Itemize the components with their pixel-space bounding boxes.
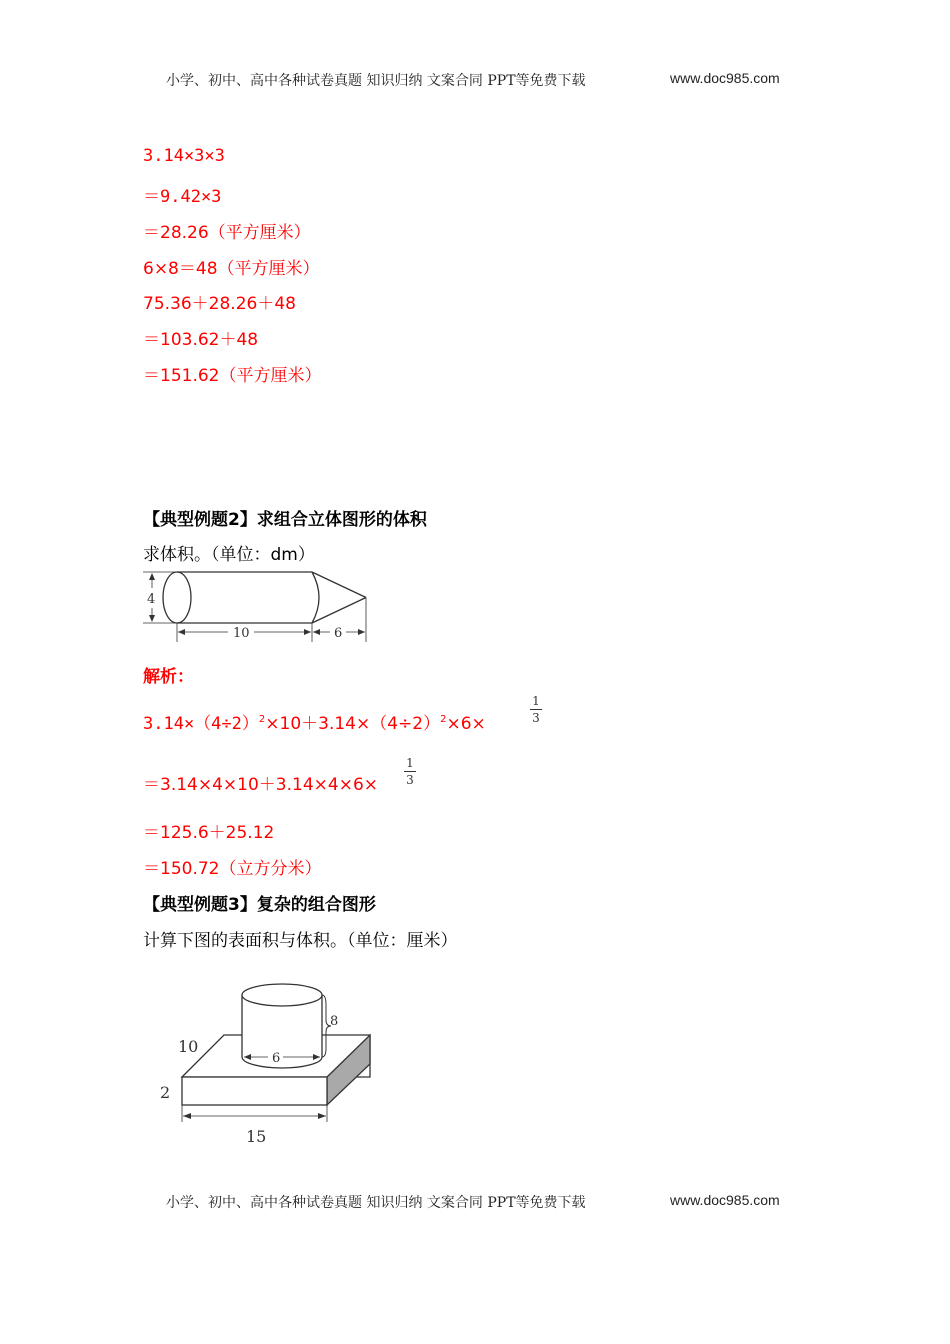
thickness-label: 2: [160, 1083, 171, 1102]
analysis-line-4: ＝150.72（立方分米）: [143, 859, 322, 879]
height-label: 4: [147, 592, 156, 607]
solution-line: ＝151.62（平方厘米）: [143, 366, 322, 386]
example3-question: 计算下图的表面积与体积。（单位：厘米）: [143, 931, 458, 951]
footer-text: 小学、初中、高中各种试卷真题 知识归纳 文案合同 PPT等免费下载: [166, 1195, 586, 1211]
footer-url[interactable]: www.doc985.com: [670, 1192, 780, 1208]
fraction-one-third: [404, 756, 416, 787]
cylinder-cone-figure: [140, 566, 380, 646]
solution-line: ＝103.62＋48: [143, 330, 259, 350]
fraction-one-third: [530, 694, 542, 725]
example2-title: 【典型例题2】求组合立体图形的体积: [143, 510, 427, 530]
solution-line: 75.36＋28.26＋48: [143, 294, 296, 314]
cone-label: 6: [334, 626, 343, 641]
analysis-line-2: ＝3.14×4×10＋3.14×4×6×: [143, 775, 379, 795]
frac-numerator: 1: [406, 756, 414, 770]
cylinder-on-block-figure: [150, 970, 390, 1150]
frac-denominator: 3: [532, 711, 540, 725]
solution-line: ＝9.42×3: [143, 187, 222, 207]
length-label: 15: [246, 1127, 267, 1146]
line1-part-a: 3.14×（4÷2）: [143, 714, 259, 734]
exponent: 2: [258, 714, 266, 725]
header-text: 小学、初中、高中各种试卷真题 知识归纳 文案合同 PPT等免费下载: [166, 73, 586, 89]
depth-label: 10: [178, 1037, 199, 1056]
solution-line: ＝28.26（平方厘米）: [143, 223, 311, 243]
example3-title: 【典型例题3】复杂的组合图形: [143, 895, 376, 915]
example2-question: 求体积。（单位：dm）: [143, 545, 315, 565]
exponent: 2: [440, 714, 447, 725]
frac-numerator: 1: [532, 694, 540, 708]
solution-line: 6×8＝48（平方厘米）: [143, 259, 320, 279]
analysis-line-1: [143, 709, 486, 734]
line1-part-c: ×6×: [446, 714, 486, 734]
line1-part-b: ×10＋3.14×（4÷2）: [265, 714, 441, 734]
analysis-line-3: ＝125.6＋25.12: [143, 823, 275, 843]
solution-line: 3.14×3×3: [143, 146, 225, 166]
cyl-height-label: 8: [330, 1014, 339, 1029]
header-url[interactable]: www.doc985.com: [670, 70, 780, 86]
analysis-label: 解析：: [143, 667, 194, 687]
diameter-label: 6: [272, 1051, 281, 1066]
length-label: 10: [233, 626, 250, 641]
frac-denominator: 3: [406, 773, 414, 787]
